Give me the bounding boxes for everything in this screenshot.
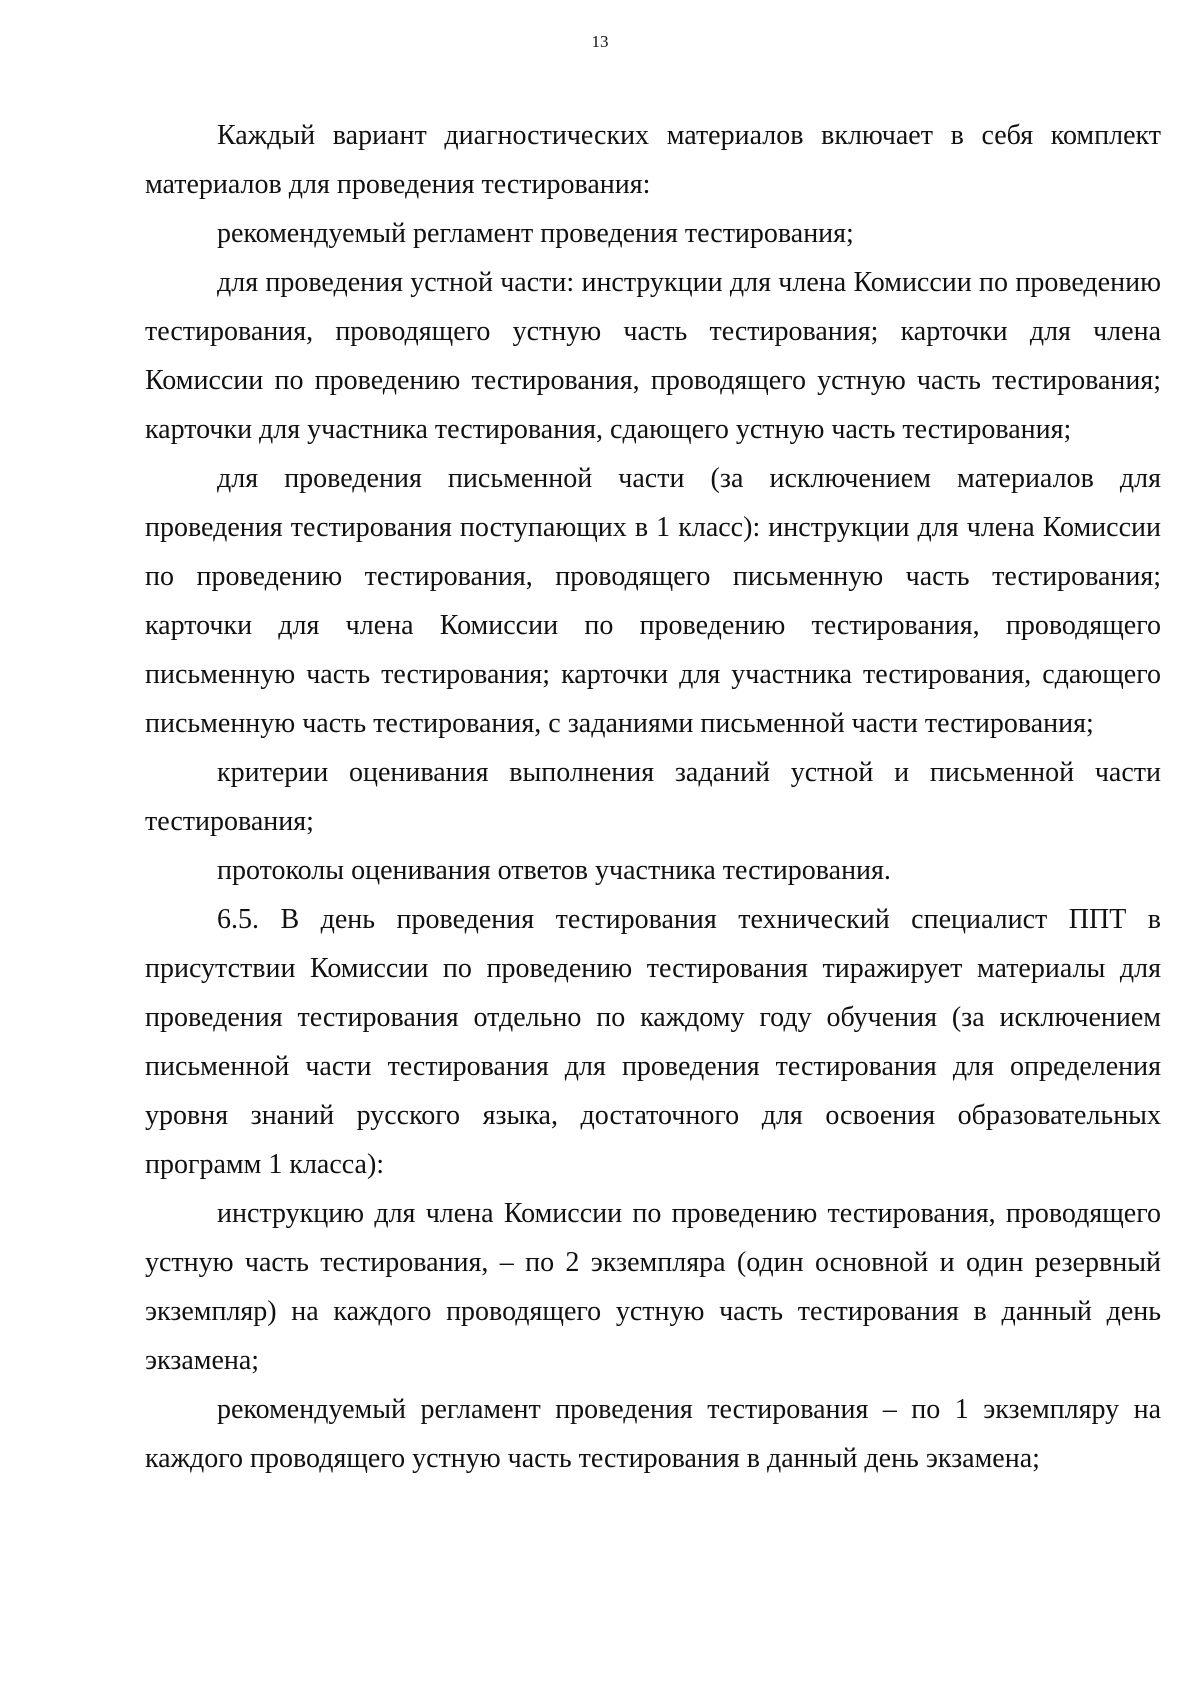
paragraph-variant-contents: Каждый вариант диагностических материалов включает в себя комплект материалов для проведения тестирования: <box>145 120 1161 200</box>
paragraph-schedule-copies: рекомендуемый регламент проведения тестирования – по 1 экземпляру на каждого проводящего устную часть тестирования в данный день экзамена; <box>145 1394 1161 1474</box>
page-number: 13 <box>591 32 609 51</box>
paragraph-section-6-5: 6.5. В день проведения тестирования технический специалист ППТ в присутствии Комиссии по проведению тестирования тиражирует материалы для проведения тестирования отдельно по каждому году обучения (за исключением письменной части тестирования для проведения тестирования для определения уровня знаний русского языка, достаточного для освоения образовательных программ 1 класса): <box>145 904 1161 1180</box>
paragraph-evaluation-criteria: критерии оценивания выполнения заданий устной и письменной части тестирования; <box>145 757 1161 837</box>
document-body <box>145 111 1161 1483</box>
paragraph-recommended-schedule: рекомендуемый регламент проведения тестирования; <box>217 218 854 249</box>
paragraph-oral-part: для проведения устной части: инструкции для члена Комиссии по проведению тестирования, проводящего устную часть тестирования; карточки для члена Комиссии по проведению тестирования, проводящего устную часть тестирования; карточки для участника тестирования, сдающего устную часть тестирования; <box>145 267 1161 445</box>
paragraph-written-part: для проведения письменной части (за исключением материалов для проведения тестирования поступающих в 1 класс): инструкции для члена Комиссии по проведению тестирования, проводящего письменную часть тестирования; карточки для члена Комиссии по проведению тестирования, проводящего письменную часть тестирования; карточки для участника тестирования, сдающего письменную часть тестирования, с заданиями письменной части тестирования; <box>145 463 1161 739</box>
paragraph-evaluation-protocols: протоколы оценивания ответов участника тестирования. <box>217 855 891 886</box>
paragraph-oral-instruction-copies: инструкцию для члена Комиссии по проведению тестирования, проводящего устную часть тестирования, – по 2 экземпляра (один основной и один резервный экземпляр) на каждого проводящего устную часть тестирования в данный день экзамена; <box>145 1198 1161 1376</box>
